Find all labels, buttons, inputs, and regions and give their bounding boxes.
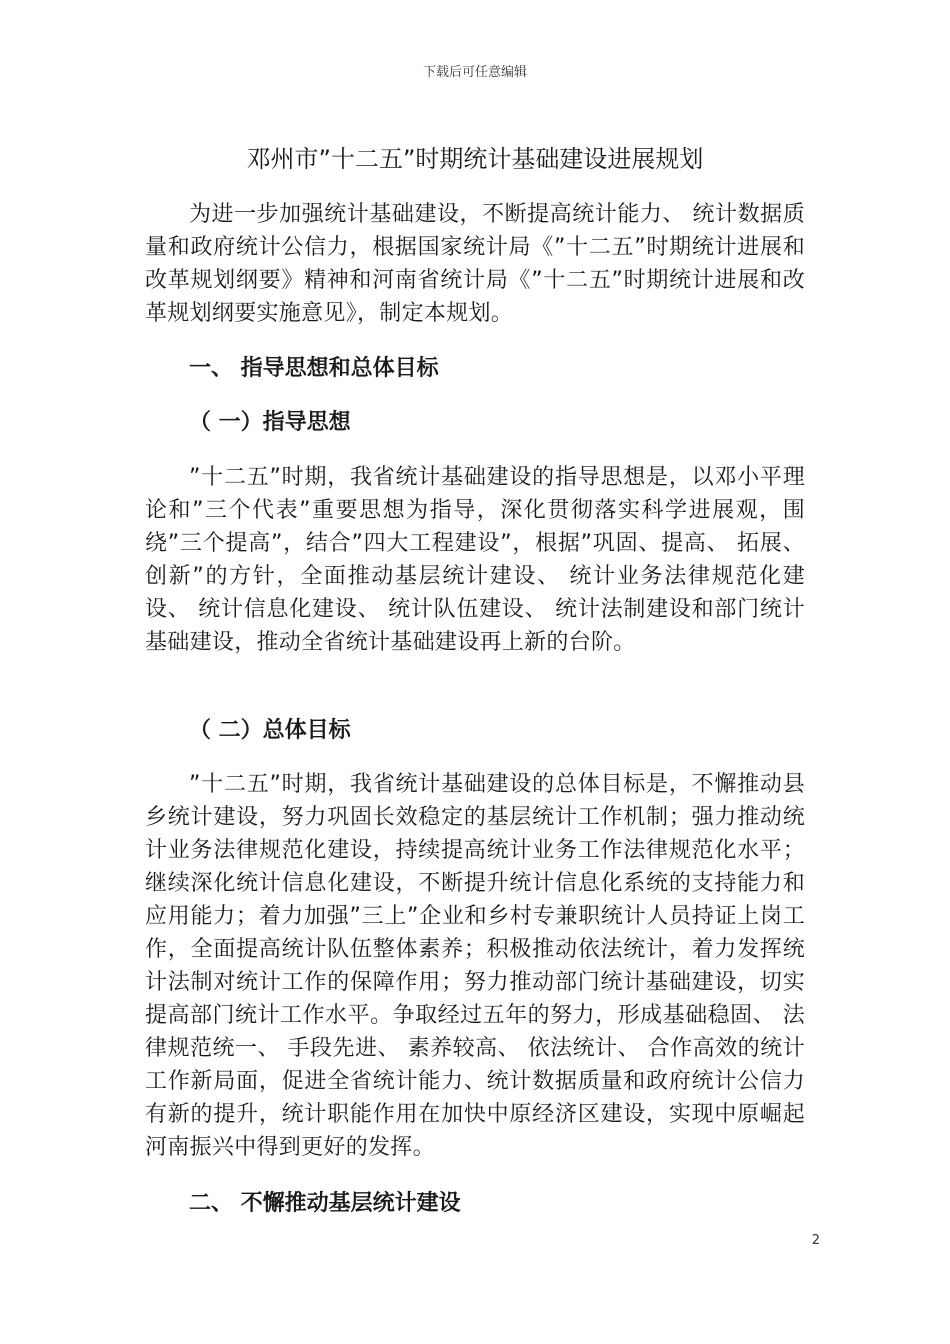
intro-paragraph: 为进一步加强统计基础建设，不断提高统计能力、 统计数据质量和政府统计公信力，根据国家统计局《”十二五”时期统计进展和改革规划纲要》精神和河南省统计局《”十二五”时期统计进展和改革规划纲要实施意见》，制定本规划。 xyxy=(145,202,805,326)
subsection-1-heading: （ 一）指导思想 xyxy=(189,410,351,435)
subsection-2-heading: （ 二）总体目标 xyxy=(189,718,351,743)
document-title: 邓州市”十二五”时期统计基础建设进展规划 xyxy=(246,145,704,173)
page-number: 2 xyxy=(811,1233,820,1248)
subsection-1-body: ”十二五”时期，我省统计基础建设的指导思想是，以邓小平理论和”三个代表”重要思想为指导，深化贯彻落实科学进展观，围绕”三个提高”，结合”四大工程建设”，根据”巩固、提高、 拓展、 创新”的方针，全面推动基层统计建设、 统计业务法律规范化建设、 统计信息化建设、 统计队伍建设、 统计法制建设和部门统计基础建设，推动全省统计基础建设再上新的台阶。 xyxy=(145,465,805,655)
page-header-note: 下载后可任意编辑 xyxy=(422,65,527,80)
subsection-2-body: ”十二五”时期，我省统计基础建设的总体目标是，不懈推动县乡统计建设，努力巩固长效稳定的基层统计工作机制；强力推动统计业务法律规范化建设，持续提高统计业务工作法律规范化水平；继续深化统计信息化建设，不断提升统计信息化系统的支持能力和应用能力；着力加强”三上”企业和乡村专兼职统计人员持证上岗工作，全面提高统计队伍整体素养；积极推动依法统计，着力发挥统计法制对统计工作的保障作用；努力推动部门统计基础建设，切实提高部门统计工作水平。争取经过五年的努力，形成基础稳固、 法律规范统一、 手段先进、 素养较高、 依法统计、 合作高效的统计工作新局面，促进全省统计能力、统计数据质量和政府统计公信力有新的提升，统计职能作用在加快中原经济区建设，实现中原崛起河南振兴中得到更好的发挥。 xyxy=(145,772,805,1160)
section-2-heading: 二、 不懈推动基层统计建设 xyxy=(189,1191,461,1216)
section-1-heading: 一、 指导思想和总体目标 xyxy=(189,356,439,381)
